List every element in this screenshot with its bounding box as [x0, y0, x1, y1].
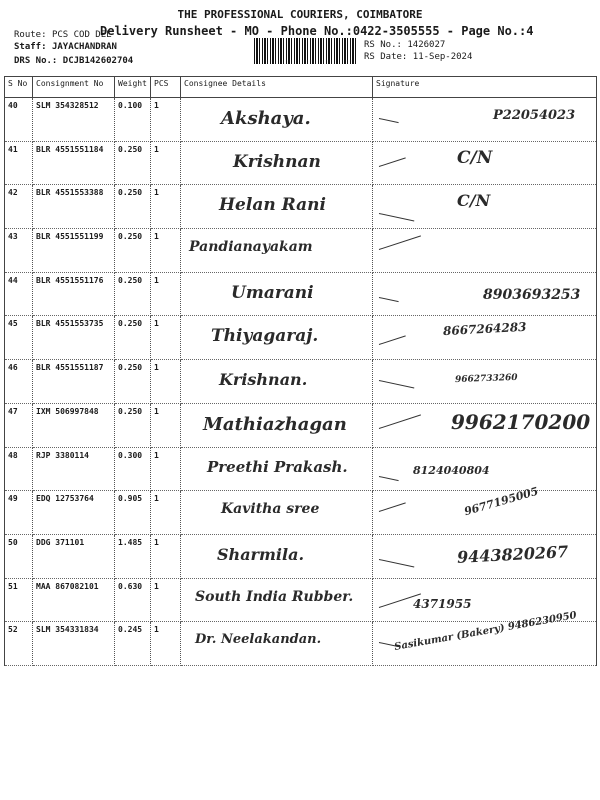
- table-row: [5, 98, 597, 142]
- row-consignee-cell: [181, 578, 373, 622]
- rs-date-field: [364, 52, 472, 62]
- row-pcs: 1: [151, 491, 181, 535]
- table-row: [5, 272, 597, 316]
- staff-label: Staff:: [14, 42, 47, 52]
- row-consignment-no: SLM 354331834: [33, 622, 115, 666]
- table-row: [5, 229, 597, 273]
- row-signature: 9962170200: [451, 409, 591, 434]
- table-row: [5, 185, 597, 229]
- table-row: [5, 578, 597, 622]
- row-signature-cell: [373, 447, 597, 491]
- row-sno: 52: [5, 622, 33, 666]
- sheet-title: THE PROFESSIONAL COURIERS, COIMBATORE: [177, 8, 423, 21]
- row-consignee: Dr. Neelakandan.: [195, 632, 322, 648]
- row-pcs: 1: [151, 229, 181, 273]
- row-weight: 0.100: [115, 98, 151, 142]
- row-weight: 1.485: [115, 534, 151, 578]
- signature-scribble: [379, 297, 399, 302]
- signature-scribble: [379, 213, 414, 221]
- row-sno: 46: [5, 360, 33, 404]
- row-consignment-no: BLR 4551553735: [33, 316, 115, 360]
- row-pcs: 1: [151, 272, 181, 316]
- table-row: [5, 622, 597, 666]
- signature-scribble: [379, 380, 414, 388]
- sheet-subtitle: Delivery Runsheet - MO - Phone No.:0422-3505555 - Page No.:4: [100, 24, 534, 38]
- row-consignment-no: DDG 371101: [33, 534, 115, 578]
- column-header-weight: Weight: [115, 77, 151, 98]
- table-row: [5, 447, 597, 491]
- signature-scribble: [379, 476, 399, 481]
- signature-scribble: [379, 157, 406, 167]
- signature-scribble: [379, 235, 421, 250]
- row-signature: 8124040804: [413, 463, 490, 477]
- route-label: Route:: [14, 30, 47, 40]
- row-consignment-no: RJP 3380114: [33, 447, 115, 491]
- row-consignee-cell: [181, 272, 373, 316]
- column-header-sno: S No: [5, 77, 33, 98]
- row-consignee-cell: [181, 316, 373, 360]
- row-signature-cell: [373, 316, 597, 360]
- row-signature-cell: [373, 141, 597, 185]
- row-consignee-cell: [181, 491, 373, 535]
- table-header-row: [5, 77, 597, 98]
- row-consignment-no: SLM 354328512: [33, 98, 115, 142]
- row-consignee: Krishnan.: [219, 370, 308, 390]
- row-weight: 0.630: [115, 578, 151, 622]
- row-signature: P22054023: [493, 108, 576, 123]
- row-signature: Sasikumar (Bakery) 9486230950: [393, 610, 578, 654]
- row-weight: 0.250: [115, 185, 151, 229]
- row-sno: 41: [5, 141, 33, 185]
- row-signature-cell: [373, 534, 597, 578]
- rs-no-field: [364, 40, 445, 50]
- row-weight: 0.300: [115, 447, 151, 491]
- route-value: PCS COD DEL: [51, 30, 112, 40]
- row-weight: 0.250: [115, 229, 151, 273]
- row-pcs: 1: [151, 447, 181, 491]
- signature-scribble: [379, 559, 414, 567]
- row-consignee: Thiyagaraj.: [211, 326, 319, 347]
- table-row: [5, 534, 597, 578]
- row-signature-cell: [373, 98, 597, 142]
- signature-scribble: [379, 336, 406, 346]
- table-row: [5, 316, 597, 360]
- row-signature-cell: [373, 229, 597, 273]
- route-field: [14, 30, 112, 40]
- row-pcs: 1: [151, 360, 181, 404]
- row-signature: 9677195005: [462, 484, 540, 519]
- row-weight: 0.245: [115, 622, 151, 666]
- row-consignment-no: BLR 4551551199: [33, 229, 115, 273]
- rs-date-value: 11-Sep-2024: [412, 52, 473, 62]
- row-weight: 0.250: [115, 316, 151, 360]
- row-signature: 8903693253: [483, 286, 581, 303]
- row-sno: 43: [5, 229, 33, 273]
- row-consignee: Mathiazhagan: [203, 413, 347, 435]
- signature-scribble: [379, 414, 421, 429]
- row-sno: 47: [5, 403, 33, 447]
- row-consignment-no: EDQ 12753764: [33, 491, 115, 535]
- drs-field: [14, 56, 133, 66]
- row-sno: 48: [5, 447, 33, 491]
- row-consignee-cell: [181, 185, 373, 229]
- rs-no-value: 1426027: [407, 40, 446, 50]
- staff-field: [14, 42, 117, 52]
- drs-value: DCJB142602704: [62, 56, 134, 66]
- row-consignee-cell: [181, 403, 373, 447]
- table-row: [5, 360, 597, 404]
- row-consignment-no: BLR 4551551184: [33, 141, 115, 185]
- row-weight: 0.250: [115, 141, 151, 185]
- row-consignment-no: MAA 867082101: [33, 578, 115, 622]
- row-weight: 0.905: [115, 491, 151, 535]
- row-pcs: 1: [151, 534, 181, 578]
- column-header-consignee: Consignee Details: [181, 77, 373, 98]
- row-signature: 9662733260: [454, 373, 518, 386]
- row-signature-cell: [373, 272, 597, 316]
- row-signature-cell: [373, 403, 597, 447]
- row-consignee: Helan Rani: [219, 195, 326, 216]
- row-signature: C/N: [457, 147, 493, 168]
- row-signature: 9443820267: [456, 541, 569, 567]
- row-signature: 8667264283: [442, 320, 527, 339]
- drs-label: DRS No.:: [14, 56, 58, 66]
- table-row: [5, 403, 597, 447]
- row-signature-cell: [373, 484, 597, 535]
- row-consignment-no: IXM 506997848: [33, 403, 115, 447]
- row-consignee: Preethi Prakash.: [207, 457, 348, 476]
- row-consignee-cell: [181, 360, 373, 404]
- row-signature-cell: [373, 185, 597, 229]
- row-signature: C/N: [457, 191, 491, 211]
- row-pcs: 1: [151, 403, 181, 447]
- row-consignee-cell: [181, 229, 373, 273]
- row-pcs: 1: [151, 622, 181, 666]
- table-row: [5, 141, 597, 185]
- row-weight: 0.250: [115, 272, 151, 316]
- row-weight: 0.250: [115, 360, 151, 404]
- runsheet-table: [4, 76, 597, 666]
- row-sno: 51: [5, 578, 33, 622]
- row-sno: 40: [5, 98, 33, 142]
- row-sno: 49: [5, 491, 33, 535]
- row-pcs: 1: [151, 98, 181, 142]
- row-consignee: Krishnan: [233, 151, 321, 172]
- row-sno: 42: [5, 185, 33, 229]
- row-consignee-cell: [181, 622, 373, 666]
- signature-scribble: [379, 118, 399, 123]
- row-consignee-cell: [181, 98, 373, 142]
- row-consignee-cell: [181, 141, 373, 185]
- table-body: [5, 98, 597, 666]
- row-sno: 50: [5, 534, 33, 578]
- row-consignee: Akshaya.: [221, 108, 311, 129]
- barcode-image: [254, 38, 358, 64]
- row-signature: 4371955: [413, 596, 472, 611]
- rs-no-label: RS No.:: [364, 40, 402, 50]
- row-signature-cell: [373, 360, 597, 404]
- row-consignment-no: BLR 4551551176: [33, 272, 115, 316]
- row-consignment-no: BLR 4551553388: [33, 185, 115, 229]
- row-consignee: South India Rubber.: [195, 588, 354, 605]
- row-consignee-cell: [181, 447, 373, 491]
- row-consignee: Pandianayakam: [189, 239, 313, 256]
- row-pcs: 1: [151, 578, 181, 622]
- signature-scribble: [379, 503, 406, 513]
- table-row: [5, 491, 597, 535]
- staff-value: JAYACHANDRAN: [51, 42, 117, 52]
- row-pcs: 1: [151, 185, 181, 229]
- row-consignee: Sharmila.: [217, 544, 305, 564]
- row-pcs: 1: [151, 141, 181, 185]
- row-signature-cell: [373, 610, 597, 666]
- row-consignee: Kavitha sree: [221, 501, 320, 518]
- row-sno: 44: [5, 272, 33, 316]
- row-weight: 0.250: [115, 403, 151, 447]
- row-consignee-cell: [181, 534, 373, 578]
- column-header-pcs: PCS: [151, 77, 181, 98]
- column-header-consignment: Consignment No: [33, 77, 115, 98]
- row-pcs: 1: [151, 316, 181, 360]
- column-header-signature: Signature: [373, 77, 597, 98]
- row-sno: 45: [5, 316, 33, 360]
- row-consignment-no: BLR 4551551187: [33, 360, 115, 404]
- row-consignee: Umarani: [231, 282, 314, 303]
- rs-date-label: RS Date:: [364, 52, 408, 62]
